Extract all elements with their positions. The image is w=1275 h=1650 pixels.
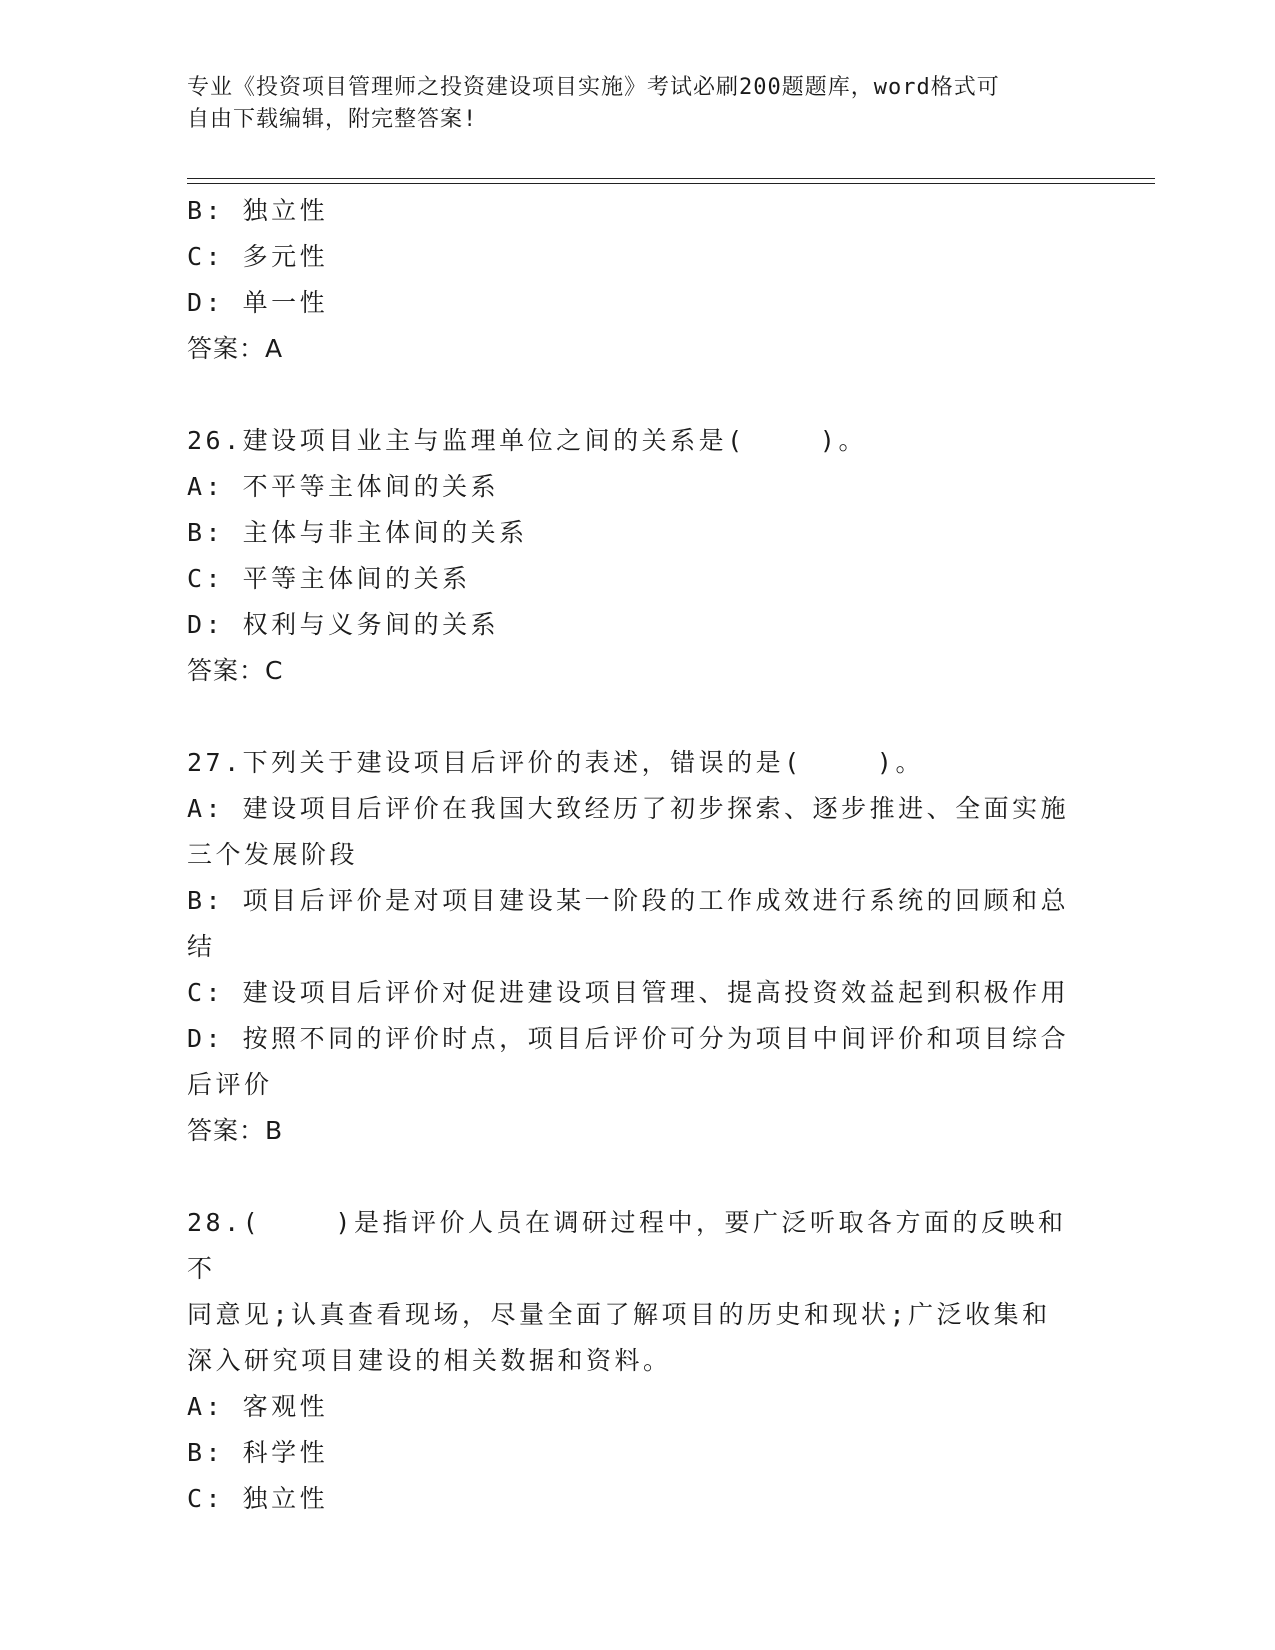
option-d: D: 单一性 xyxy=(187,288,329,317)
option-c: C: 平等主体间的关系 xyxy=(187,564,471,593)
question-text: 26.建设项目业主与监理单位之间的关系是( )。 xyxy=(187,426,867,455)
option-a: A: 不平等主体间的关系 xyxy=(187,472,500,501)
answer-line: 答案：C xyxy=(187,656,284,685)
spacer xyxy=(187,1154,1087,1200)
question-text-line-2: 同意见;认真查看现场，尽量全面了解项目的历史和现状;广泛收集和 xyxy=(187,1300,1051,1329)
question-text: 27.下列关于建设项目后评价的表述，错误的是( )。 xyxy=(187,748,924,777)
question-text-line-1: 28.( )是指评价人员在调研过程中，要广泛听取各方面的反映和不 xyxy=(187,1208,1067,1283)
header-divider-top xyxy=(187,178,1155,179)
spacer xyxy=(187,372,1087,418)
option-b: B: 科学性 xyxy=(187,1438,329,1467)
option-b: B: 主体与非主体间的关系 xyxy=(187,518,528,547)
question-block-26 xyxy=(187,418,1087,694)
question-block-27 xyxy=(187,740,1087,1154)
option-a-line-2: 三个发展阶段 xyxy=(187,840,359,869)
option-b: B: 独立性 xyxy=(187,196,329,225)
answer-line: 答案：B xyxy=(187,1116,284,1145)
option-b-line-1: B: 项目后评价是对项目建设某一阶段的工作成效进行系统的回顾和总 xyxy=(187,886,1070,915)
header-line-1: 专业《投资项目管理师之投资建设项目实施》考试必刷200题题库，word格式可 xyxy=(187,75,1000,100)
option-a-line-1: A: 建设项目后评价在我国大致经历了初步探索、逐步推进、全面实施 xyxy=(187,794,1070,823)
spacer xyxy=(187,694,1087,740)
question-text-line-3: 深入研究项目建设的相关数据和资料。 xyxy=(187,1346,672,1375)
document-body xyxy=(187,188,1087,1522)
option-c: C: 建设项目后评价对促进建设项目管理、提高投资效益起到积极作用 xyxy=(187,978,1070,1007)
option-c: C: 多元性 xyxy=(187,242,329,271)
option-d-line-1: D: 按照不同的评价时点，项目后评价可分为项目中间评价和项目综合 xyxy=(187,1024,1070,1053)
option-b-line-2: 结 xyxy=(187,932,216,961)
question-block-25 xyxy=(187,188,1087,372)
option-c: C: 独立性 xyxy=(187,1484,329,1513)
question-block-28 xyxy=(187,1200,1087,1522)
answer-line: 答案：A xyxy=(187,334,284,363)
header-line-2: 自由下载编辑，附完整答案! xyxy=(187,107,478,132)
header-divider-bottom xyxy=(187,183,1155,184)
document-header xyxy=(187,72,1067,136)
option-a: A: 客观性 xyxy=(187,1392,329,1421)
option-d: D: 权利与义务间的关系 xyxy=(187,610,500,639)
option-d-line-2: 后评价 xyxy=(187,1070,273,1099)
